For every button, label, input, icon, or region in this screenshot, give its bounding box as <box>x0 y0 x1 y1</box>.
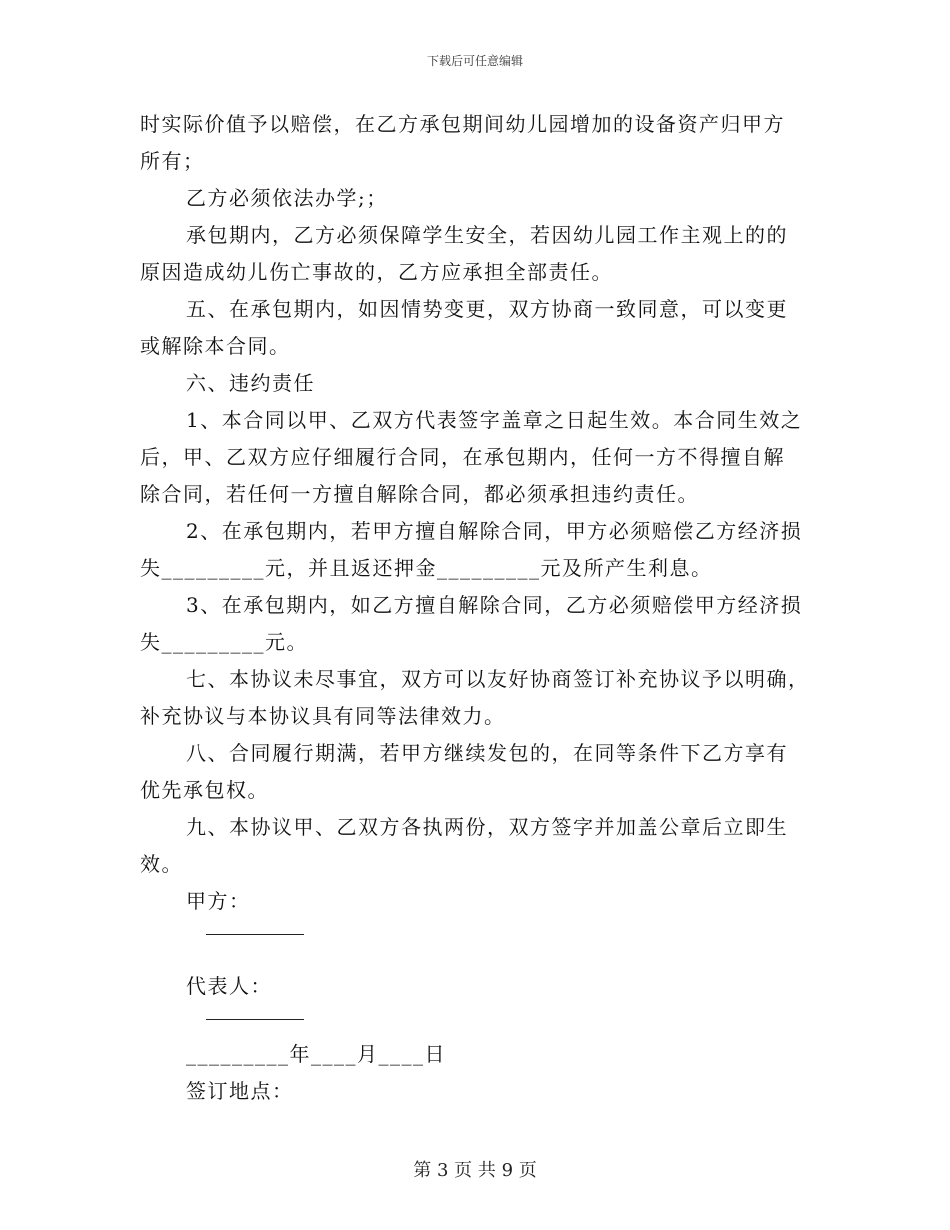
text-line: 效。 <box>140 852 183 876</box>
text-line: 八、合同履行期满，若甲方继续发包的，在同等条件下乙方享有 <box>186 741 788 765</box>
page-number: 第 3 页 共 9 页 <box>413 1160 537 1181</box>
text-line: 3、在承包期内，如乙方擅自解除合同，乙方必须赔偿甲方经济损 <box>186 593 803 617</box>
text-line: 承包期内，乙方必须保障学生安全，若因幼儿园工作主观上的的 <box>186 223 788 247</box>
date-line: _________年____月____日 <box>186 1042 446 1066</box>
text-line: 失_________元，并且返还押金_________元及所产生利息。 <box>140 556 713 580</box>
representative-label: 代表人： <box>186 974 272 998</box>
text-line: 后，甲、乙双方应仔细履行合同，在承包期内，任何一方不得擅自解 <box>140 445 785 469</box>
header-note: 下载后可任意编辑 <box>426 54 523 68</box>
text-line: 2、在承包期内，若甲方擅自解除合同，甲方必须赔偿乙方经济损 <box>186 519 803 543</box>
text-line: 1、本合同以甲、乙双方代表签字盖章之日起生效。本合同生效之 <box>186 408 803 432</box>
text-line: 七、本协议未尽事宜，双方可以友好协商签订补充协议予以明确， <box>186 667 810 691</box>
signing-place-label: 签订地点： <box>186 1079 294 1103</box>
text-line: 乙方必须依法办学;； <box>186 186 388 210</box>
text-line: 补充协议与本协议具有同等法律效力。 <box>140 704 506 728</box>
text-line: 除合同，若任何一方擅自解除合同，都必须承担违约责任。 <box>140 482 699 506</box>
document-body <box>140 106 810 1110</box>
text-line: 所有； <box>140 149 205 173</box>
party-a-label: 甲方： <box>186 889 251 913</box>
party-a-signature-line <box>206 920 304 935</box>
text-line: 失_________元。 <box>140 630 308 654</box>
text-line: 优先承包权。 <box>140 778 269 802</box>
text-line: 或解除本合同。 <box>140 334 291 358</box>
text-line: 原因造成幼儿伤亡事故的，乙方应承担全部责任。 <box>140 260 613 284</box>
section-heading: 六、违约责任 <box>186 371 315 395</box>
text-line: 时实际价值予以赔偿，在乙方承包期间幼儿园增加的设备资产归甲方 <box>140 112 785 136</box>
representative-signature-line <box>206 1005 304 1020</box>
text-line: 九、本协议甲、乙双方各执两份，双方签字并加盖公章后立即生 <box>186 815 788 839</box>
text-line: 五、在承包期内，如因情势变更，双方协商一致同意，可以变更 <box>186 297 788 321</box>
